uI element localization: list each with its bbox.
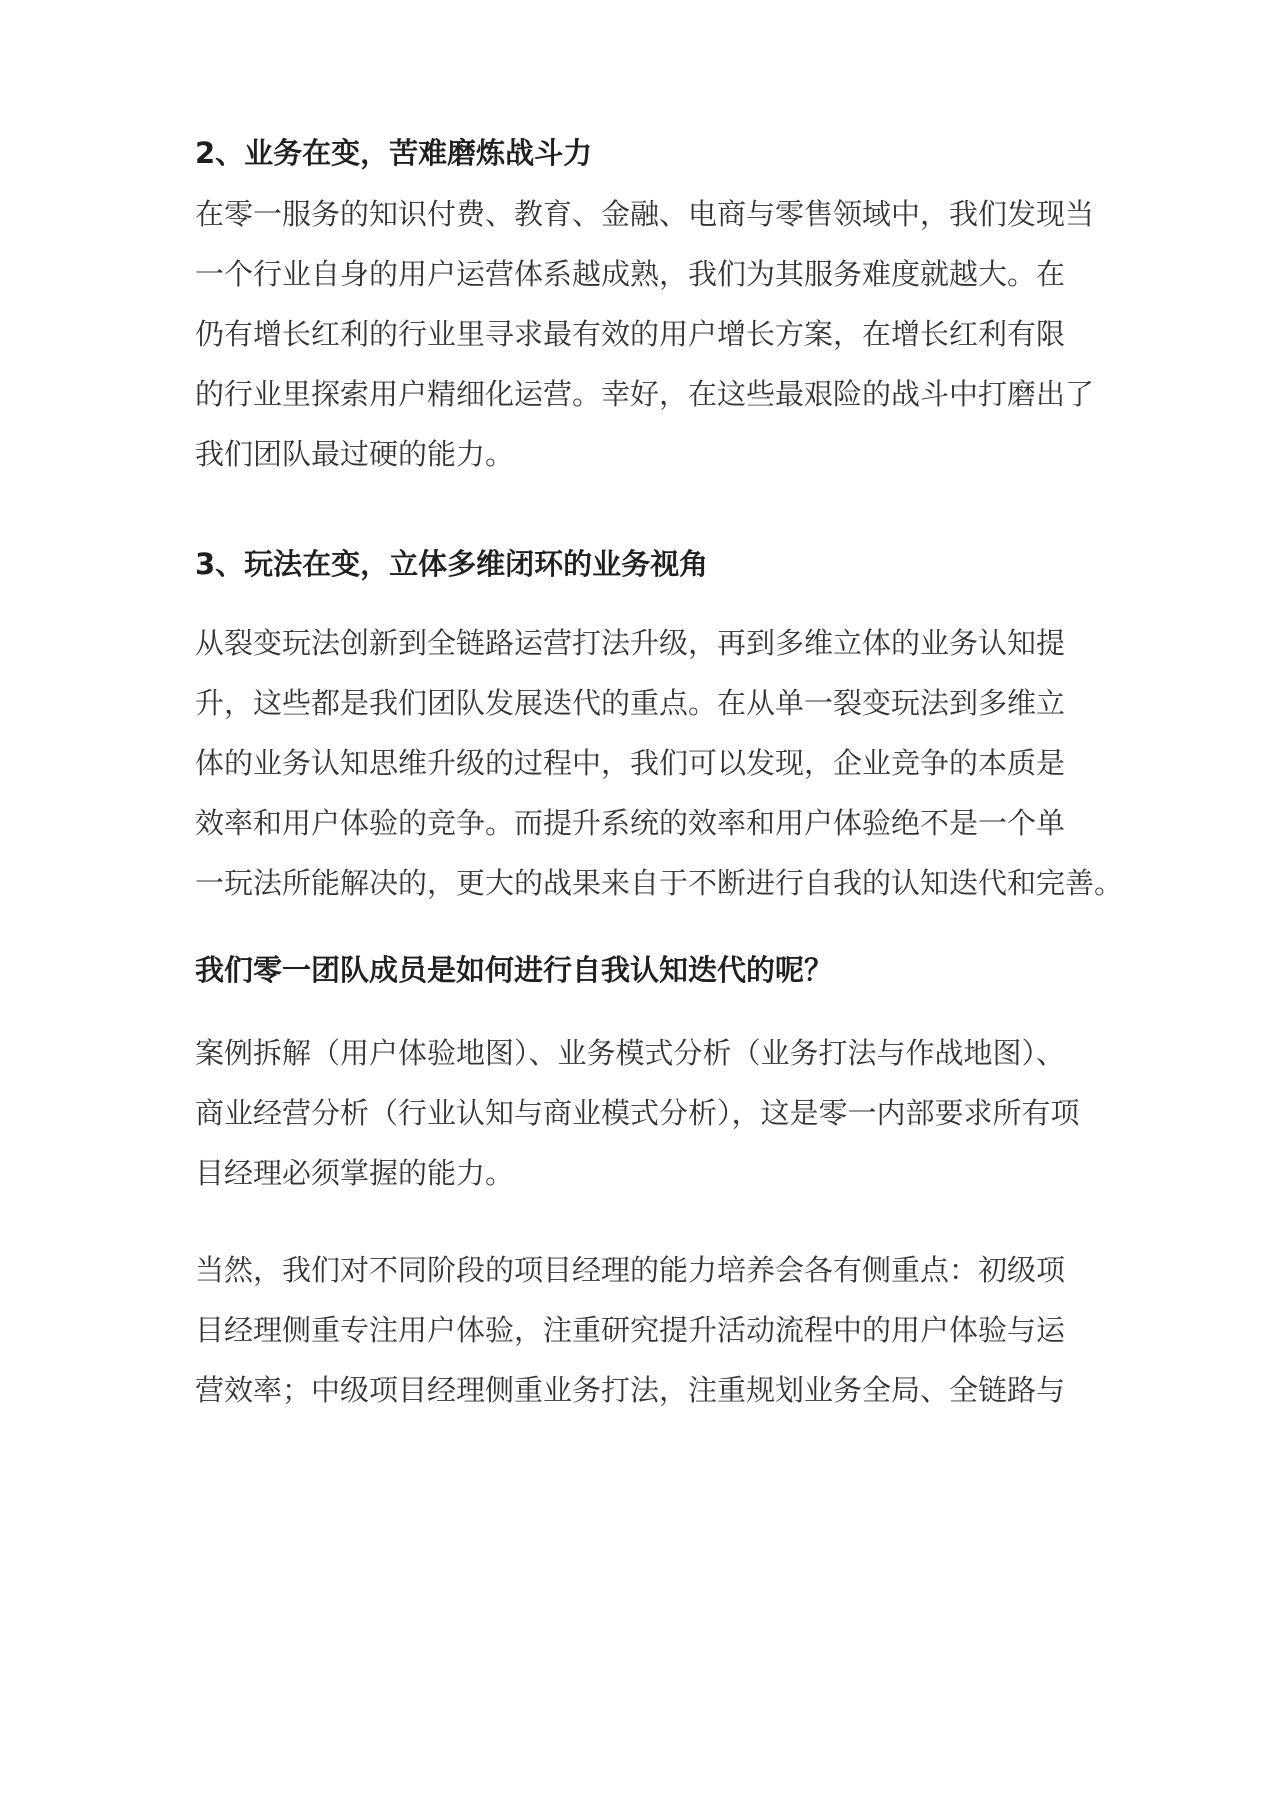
section-2-line-5: 我们团队最过硬的能力。 [195, 437, 515, 471]
section-3-line-2: 升，这些都是我们团队发展迭代的重点。在从单一裂变玩法到多维立 [195, 686, 1066, 720]
section-2-line-4: 的行业里探索用户精细化运营。幸好，在这些最艰险的战斗中打磨出了 [195, 377, 1095, 411]
section-3-line-3: 体的业务认知思维升级的过程中，我们可以发现，企业竞争的本质是 [195, 746, 1066, 780]
section-2-line-3: 仍有增长红利的行业里寻求最有效的用户增长方案，在增长红利有限 [195, 317, 1066, 351]
paragraph-a-line-2: 商业经营分析（行业认知与商业模式分析），这是零一内部要求所有项 [195, 1096, 1080, 1130]
section-2-line-1: 在零一服务的知识付费、教育、金融、电商与零售领域中，我们发现当 [195, 197, 1095, 231]
question-heading: 我们零一团队成员是如何进行自我认知迭代的呢？ [195, 953, 834, 987]
section-3-line-1: 从裂变玩法创新到全链路运营打法升级，再到多维立体的业务认知提 [195, 626, 1066, 660]
section-3-line-4: 效率和用户体验的竞争。而提升系统的效率和用户体验绝不是一个单 [195, 806, 1066, 840]
paragraph-a-line-3: 目经理必须掌握的能力。 [195, 1156, 515, 1190]
section-3-heading: 3、玩法在变，立体多维闭环的业务视角 [195, 547, 709, 581]
paragraph-b-line-3: 营效率；中级项目经理侧重业务打法，注重规划业务全局、全链路与 [195, 1373, 1066, 1407]
paragraph-a-line-1: 案例拆解（用户体验地图）、业务模式分析（业务打法与作战地图）、 [195, 1036, 1066, 1070]
section-2-line-2: 一个行业自身的用户运营体系越成熟，我们为其服务难度就越大。在 [195, 257, 1066, 291]
section-2-heading: 2、业务在变，苦难磨炼战斗力 [195, 136, 593, 170]
paragraph-b-line-1: 当然，我们对不同阶段的项目经理的能力培养会各有侧重点：初级项 [195, 1253, 1066, 1287]
section-3-line-5: 一玩法所能解决的，更大的战果来自于不断进行自我的认知迭代和完善。 [195, 866, 1124, 900]
paragraph-b-line-2: 目经理侧重专注用户体验，注重研究提升活动流程中的用户体验与运 [195, 1313, 1066, 1347]
